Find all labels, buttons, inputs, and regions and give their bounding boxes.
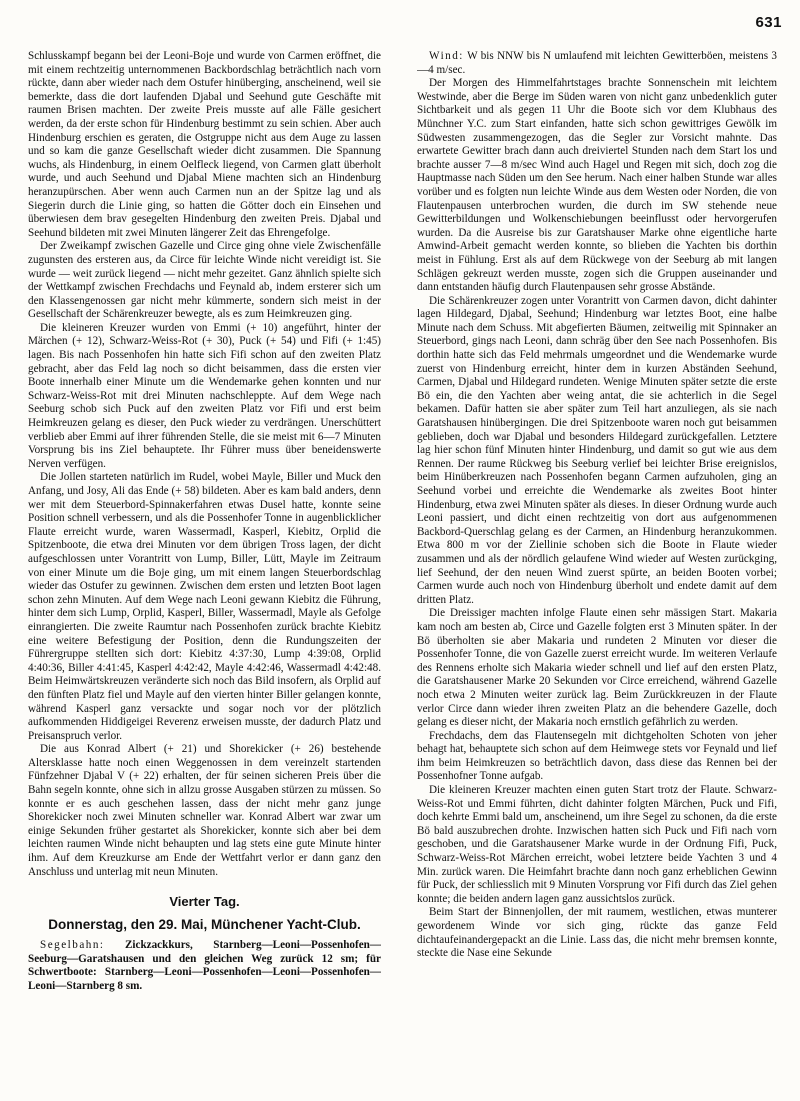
paragraph: Die aus Konrad Albert (+ 21) und Shorekicker (+ 26) bestehende Altersklasse hatte noch einen Weggenossen in dem vereinzelt startenden Fünfzehner Djabal V (+ 22) erhalten, der für seinen sicheren Preis über die Bahn segeln konnte, ohne sich in allzu grosse Ausgaben stürzen zu müssen. So konnte er es auch geschehen lassen, dass der nicht mehr ganz junge Shorekicker noch zwei Minuten schneller war. Konrad Albert war zwar um einige Sekunden früher gestartet als Shorekicker, konnte sich aber bei dem leichten raumen Winde nicht behaupten und lag stets eine gute Minute hinter ihm. Auf dem Kreuzkurse am Ende der Wettfahrt verlor er dann ganz den Anschluss und unterlag mit neun Minuten.	[28, 743, 381, 878]
paragraph: Die Jollen starteten natürlich im Rudel, wobei Mayle, Biller und Muck den Anfang, und Josy, Ali das Ende (+ 58) bildeten. Aber es kam bald anders, denn wer mit dem Steuerbord-Spinnakerfahren etwas Dusel hatte, konnte seine Position schnell verbessern, und als die Possenhofer Tonne in augenblicklicher Flaute erreicht wurde, waren Wassermadl, Kasperl, Kiebitz, Orplid die Spitzenboote, die etwa drei Minuten vor dem übrigen Tross lagen, der dicht aufgeschlossen unter Vorantritt von Lump, Biller, Lütt, Mayle im Zeitraum von einer Minute um die Boje ging, um mit einem langen Steuerbordschlag wieder das Ostufer zu gewinnen. Zwischen dem ersten und letzten Boot lagen schon zehn Minuten. Auf dem Wege nach Leoni gewann Kiebitz die Führung, hinter dem sich Lump, Orplid, Kasperl, Biller, Wassermadl, Mayle als Gefolge einrangierten. Die zweite Raumtur nach Possenhofen zurück brachte Kiebitz eine weitere Befestigung der Position, denn die Rundungszeiten der Führergruppe stellten sich dort: Kiebitz 4:37:30, Lump 4:39:08, Orplid 4:40:36, Biller 4:41:45, Kasperl 4:42:42, Mayle 4:42:46, Wassermadl 4:42:48. Beim Heimwärtskreuzen veränderte sich noch das Bild insofern, als Orplid auf den fünften Platz fiel und Mayle auf den vierten hinter Biller gelangen konnte, während Kasperl ganz versackte und sogar noch vor der plötzlich aufkommenden Hiddigeigei Reverenz erweisen musste, der dadurch Platz und Preisanspruch verlor.	[28, 471, 381, 742]
course-label: Segelbahn:	[40, 939, 105, 952]
section-title: Vierter Tag.	[169, 894, 240, 910]
paragraph: Der Zweikampf zwischen Gazelle und Circe ging ohne viele Zwischenfälle zugunsten des ersteren aus, da Circe für leichte Winde nicht vereidigt ist. Sie wurde — weit zurück liegend — nicht mehr gezeitet. Ganz ähnlich spielte sich der Wettkampf zwischen Frechdachs und Feynald ab, indem ersterer sich um den Klassengenossen gar nicht mehr kümmerte, sondern sich meist in der Gesellschaft der Schärenkreuzer bewegte, als es zum Heimkreuzen ging.	[28, 240, 381, 321]
wind-paragraph	[417, 50, 777, 77]
course-text: Zickzackkurs, Starnberg—Leoni—Possenhofen—Seeburg—Garatshausen und den gleichen Weg zurück 12 sm; für Schwertboote: Starnberg—Leoni—Possenhofen—Leoni—Possenhofen—Leoni—Starnberg 8 sm.	[28, 939, 381, 992]
wind-text: W bis NNW bis N umlaufend mit leichten Gewitterböen, meistens 3—4 m/sec.	[417, 50, 777, 76]
wind-label: Wind:	[429, 50, 464, 62]
course-paragraph	[28, 939, 381, 993]
paragraph: Die Dreissiger machten infolge Flaute einen sehr mässigen Start. Makaria kam noch am besten ab, Circe und Gazelle folgten erst 3 Minuten später. In der Bö überholten sie aber Makaria und rundeten 2 Minuten vor dieser die Possenhofer Tonne, die von Gazelle zuerst erreicht wurde. Im weiteren Verlaufe des Rennens erholte sich Makaria wieder schnell und lief auf den ersten Platz, die Garatshausener Marke 20 Sekunden vor Circe erreichend, während Gazelle noch etwa 2 Minuten weiter zurück lag. Beim Zurückkreuzen in der Flaute verlor Circe dann wieder ihren zweiten Platz an die behendere Gazelle, doch gelang es dieser nicht, der Makaria noch ernstlich gefährlich zu werden.	[417, 607, 777, 729]
left-column	[28, 50, 381, 1095]
paragraph: Schlusskampf begann bei der Leoni-Boje und wurde von Carmen eröffnet, die mit einem rechtzeitig unternommenen Backbordschlag beträchtlich nach vorn rückte, dann aber wieder nach dem Ostufer hinüberging, anscheinend, weil sie bemerkte, dass die dort laufenden Djabal und Seehund gute Geschäfte mit raumen Brisen machten. Der zweite Preis musste auf alle Fälle gesichert werden, da der erste schon für Hindenburg bestimmt zu sein schien. Aber auch Hindenburg erschien es geraten, die Ostgruppe nicht aus dem Auge zu lassen und so kam die ganze Gesellschaft wieder dicht zusammen. Die Spannung wuchs, als Hindenburg, in einem Oelfleck liegend, von Carmen glatt überholt wurde, und auch Seehund und Djabal Miene machten sich an Hindenburg heranzupürschen. Aber wenn auch Carmen nun an der Spitze lag und als Siegerin durch die Linie ging, so hatten die Götter doch ein Einsehen und überwiesen dem brav gesegelten Hindenburg den zweiten Preis. Djabal und Seehund bildeten mit zwei Minuten längerer Zeit das Ehrengefolge.	[28, 50, 381, 239]
paragraph: Frechdachs, dem das Flautensegeln mit dichtgeholten Schoten von jeher behagt hat, behauptete sich schon auf dem Heimwege stets vor Feynald und lief ihm beim Heimkreuzen so beträchtlich davon, dass diese das Rennen bei der Possenhofner Tonne aufgab.	[417, 729, 777, 783]
paragraph: Der Morgen des Himmelfahrtstages brachte Sonnenschein mit leichtem Westwinde, aber die Berge im Süden waren von nicht ganz unbedenklich guter Sichtbarkeit und als gegen 11 Uhr die Boote sich vor dem Klubhaus des Münchner Y.C. zum Start einfanden, hatte sich schon gewittriges Gewölk im Südwesten zusammengezogen, das die Segler zur Vorsicht mahnte. Das erwartete Gewitter brach dann auch dreiviertel Stunden nach dem Start los und brachte ausser 7—8 m/sec Wind auch Hagel und Regen mit sich, doch zog die Hauptmasse nach Süden um den See herum. Nach einer halben Stunde war alles vorüber und es folgten nun leichte Winde aus dem Westen oder Norden, die von Flautenpausen unterbrochen wurden, die durch im SW stehende neue Gewitterbildungen und Wolkenschiebungen beeinflusst oder hervorgerufen wurden. Da die Ausreise bis zur Garatshauser Marke ohne eigentliche harte Amwind-Arbeit gemacht werden konnte, so blieben die Yachten bis dorthin meist in Fühlung. Erst als auf dem Rückwege von der Seeburg ab mit langen Schlägen gekreuzt werden musste, zogen sich die Gruppen auseinander und dann entstanden häufig durch Flautenpausen sehr grosse Abstände.	[417, 77, 777, 294]
section-subtitle: Donnerstag, den 29. Mai, Münchener Yacht-Club.	[48, 917, 361, 933]
paragraph: Die kleineren Kreuzer machten einen guten Start trotz der Flaute. Schwarz-Weiss-Rot und Emmi führten, dicht dahinter folgten Märchen, Puck und Fifi, doch kehrte Emmi bald um, anscheinend, um ihre Segel zu schonen, da die erste Bö bald auszubrechen drohte. Inzwischen hatten sich Puck und Fifi nach vorn geschoben, und die Garatshausener Marke wurde in der Ordnung Fifi, Puck, Schwarz-Weiss-Rot Märchen erreicht, wobei letztere beide Yachten 3 und 4 Min. zurück waren. Die Heimfahrt brachte dann noch ganz erheblichen Gewinn für Puck, der schliesslich mit 9 Minuten Vorsprung vor Fifi durch das Ziel gehen konnte; die beiden andern lagen ganz aussichtslos zurück.	[417, 784, 777, 905]
paragraph: Beim Start der Binnenjollen, der mit raumem, westlichen, etwas munterer gewordenem Winde vor sich ging, rückte das ganze Feld dichtaufeinandergepackt an die Linie. Lass das, die nicht mehr bremsen konnte, steckte die Nase eine Sekunde	[417, 906, 777, 960]
page-number: 631	[755, 14, 782, 31]
right-column	[417, 50, 777, 1095]
paragraph: Die kleineren Kreuzer wurden von Emmi (+ 10) angeführt, hinter der Märchen (+ 12), Schwarz-Weiss-Rot (+ 30), Puck (+ 54) und Fifi (+ 1:45) lagen. Bis nach Possenhofen hin hatte sich Fifi schon auf den zweiten Platz gebracht, aber das Feld lag noch so dicht beisammen, dass die ersten vier Boote innerhalb einer Minute um die Wendemarke gehen konnten und nur Schwarz-Weiss-Rot mit drei Minuten nachschleppte. Auf dem Wege nach Seeburg schob sich Puck auf den zweiten Platz vor Fifi und erst beim Heimkreuzen gelang es dieser, den Puck wieder zu verdrängen. Unerschüttert verblieb aber Emmi auf ihrer führenden Stelle, die sie meist mit 6—7 Minuten Vorsprung bis ins Ziel behauptete. Ihr Führer muss über beneidenswerte Nerven verfügen.	[28, 321, 381, 470]
paragraph: Die Schärenkreuzer zogen unter Vorantritt von Carmen davon, dicht dahinter lagen Hildegard, Djabal, Seehund; Hindenburg war letztes Boot, eine halbe Minute nach dem Schuss. Mit abgefierten Bäumen, zeitweilig mit Spinnaker an Steuerbord, gings nach Leoni, dann schräg über den See nach Possenhofen. Bis dorthin hatte sich das Feld mehrmals umgeordnet und die Wendemarke wurde zuerst von Hindenburg erreicht, hinter dem in kurzen Abständen Seehund, Carmen, Djabal und Hildegard rundeten. Wenige Minuten später setzte die erste Bö ein, die den Yachten aber weing antat, die sie achterlich in die Segel bekamen. Dafür hatten sie aber später zum Teil hart anzuliegen, als sie nach Garatshausen hinübergingen. Die drei Spitzenboote waren noch gut beisammen geblieben, doch war Djabal und besonders Hildegard zurückgefallen. Letztere lag hier schon fünf Minuten hinter Hindenburg, und damit so gut wie aus dem Rennen. Der raume Rückweg bis Seeburg verlief bei leichter Brise ereignislos, beim Hinüberkreuzen nach Possenhofen begann Carmen aufzuholen, ging an Seehund vorbei und erreichte die Wendemarke als zweites Boot hinter Hindenburg, etwa zwei Minuten später als dieses. In dieser Ordnung wurde auch Leoni passiert, und dicht einen rechtzeitig von dort aus aufgenommenen Backbord-Querschlag gelang es der Carmen, an Hindenburg heranzukommen. Etwa 800 m vor der Ziellinie schoben sich die Boote in Flaute wieder zusammen und als der nördlich gelaufene Wind wieder auf Westen zurückging, lief Seehund, der den neuen Wind zuerst spürte, an beiden Booten vorbei; Carmen wurde auch noch von Hindenburg überholt und endete damit auf dem dritten Platz.	[417, 294, 777, 606]
